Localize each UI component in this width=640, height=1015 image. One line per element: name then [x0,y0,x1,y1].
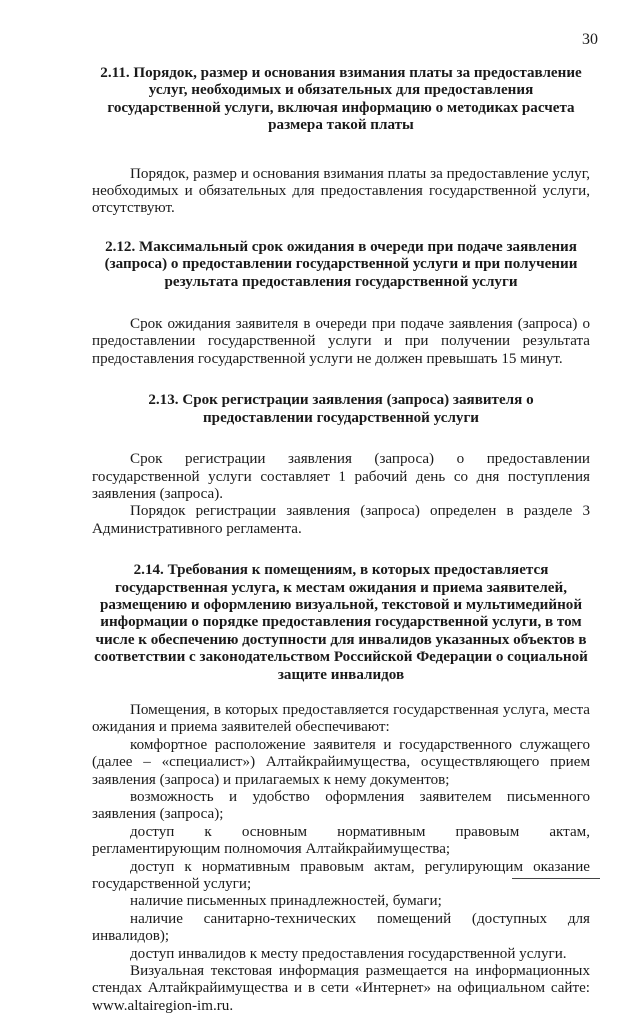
section-2-14-intro: Помещения, в которых предоставляется государственная услуга, места ожидания и приема заявителей обеспечивают: [92,701,590,736]
section-2-14-item-access: доступ инвалидов к месту предоставления государственной услуги. [130,945,567,962]
section-2-13-heading: 2.13. Срок регистрации заявления (запроса) заявителя о предоставлении государственной услуги [148,392,534,426]
section-2-14-visual-info: Визуальная текстовая информация размещается на информационных стендах Алтайкрайимущества и в сети «Интернет» на официальном сайте: www.altairegion-im.ru. [92,963,590,1014]
section-2-11-heading: 2.11. Порядок, размер и основания взимания платы за предоставление услуг, необходимых и обязательных для предоставления государственной услуги, включая информацию о методиках расчета размера такой платы [100,65,582,134]
section-2-12-heading: 2.12. Максимальный срок ожидания в очереди при подаче заявления (запроса) о предоставлении государственной услуги и при получении результата предоставления государственной услуги [104,238,578,290]
section-2-14-item-sanitary: наличие санитарно-технических помещений (доступных для инвалидов); [92,910,590,945]
document-body [92,65,590,1015]
section-2-13-paragraph-2: Порядок регистрации заявления (запроса) определен в разделе 3 Административного регламента. [92,503,590,537]
section-2-12-paragraph: Срок ожидания заявителя в очереди при подаче заявления (запроса) о предоставлении государственной услуги и при получении результата предоставления государственной услуги не должен превышать 15 минут. [92,316,590,367]
footer-divider [512,878,600,879]
section-2-13-paragraph-1: Срок регистрации заявления (запроса) о предоставлении государственной услуги составляет 1 рабочий день со дня поступления заявления (запроса). [92,451,590,502]
page-number: 30 [582,31,598,48]
section-2-14-item-stationery: наличие письменных принадлежностей, бумаги; [130,893,442,910]
section-2-14-item-acts: доступ к нормативным правовым актам, регулирующим оказание государственной услуги; [92,858,590,893]
section-2-14-item-placement: комфортное расположение заявителя и государственного служащего (далее – «специалист») Алтайкрайимущества, осуществляющего прием заявления (запроса) и прилагаемых к нему документов; [92,736,590,788]
section-2-14-heading: 2.14. Требования к помещениям, в которых предоставляется государственная услуга, к местам ожидания и приема заявителей, размещению и оформлению визуальной, текстовой и мультимедийной информации о порядке предоставления государственной услуги, в том числе к обеспечению доступности для инвалидов указанных объектов в соответствии с законодательством Российской Федерации о социальной защите инвалидов [94,562,588,683]
section-2-14-item-main-acts: доступ к основным нормативным правовым актам, регламентирующим полномочия Алтайкрайимущества; [92,823,590,858]
section-2-11-paragraph: Порядок, размер и основания взимания платы за предоставление услуг, необходимых и обязательных для предоставления государственной услуги, отсутствуют. [92,165,590,217]
section-2-14-item-forms: возможность и удобство оформления заявителем письменного заявления (запроса); [92,789,590,823]
